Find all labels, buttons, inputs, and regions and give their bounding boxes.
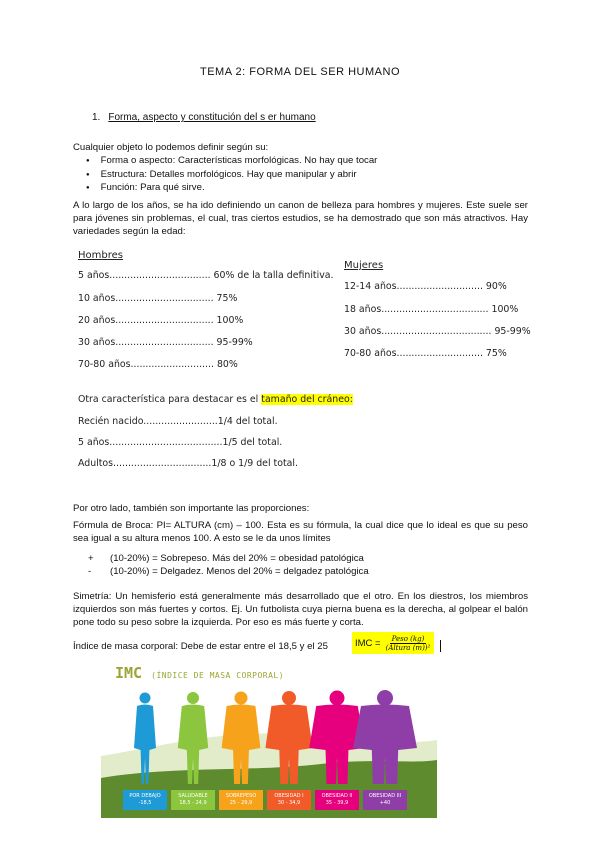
imc-infographic [101, 660, 437, 818]
imc-badge-range: 18,5 - 24,9 [179, 800, 207, 806]
figure-head [282, 691, 296, 705]
imc-badge-label: OBESIDAD I [274, 793, 304, 799]
simetria-paragraph: Simetría: Un hemisferio está generalmente más desarrollado que el otro. En los diestros, los miembros izquierdos son más fuertes y cortos. Ej. Un futbolista cuya pierna buena es la derecha, al golpear el balón pone todo su peso sobre la izquierda. Por eso es más fuerte y corta. [73, 591, 528, 628]
imc-badge [219, 790, 263, 810]
bullet-item: ● Estructura: Detalles morfológicos. Hay que manipular y abrir [86, 169, 377, 183]
hombres-row: 10 años................................. 75% [78, 293, 238, 304]
hombres-row: 5 años.................................. 60% de la talla definitiva. [78, 270, 334, 281]
imc-badge-range: 35 - 39,9 [325, 800, 349, 806]
imc-badge-range: 25 - 29,9 [229, 800, 253, 806]
intro-text: Cualquier objeto lo podemos definir según su: [73, 142, 269, 153]
imc-badge-range: +40 [379, 800, 391, 806]
mujeres-header: Mujeres [344, 260, 384, 271]
section-label: Forma, aspecto y constitución del s er humano [108, 112, 316, 123]
craneo-row: Recién nacido.........................1/4 del total. [78, 416, 278, 427]
craneo-row: 5 años......................................1/5 del total. [78, 437, 283, 448]
text-cursor [440, 640, 441, 652]
imc-formula [352, 632, 434, 654]
bullet-item: ● Forma o aspecto: Características morfológicas. No hay que tocar [86, 155, 377, 169]
mujeres-row: 30 años..................................... 95-99% [344, 326, 531, 337]
imc-badge [123, 790, 167, 810]
figure-body [178, 705, 208, 785]
craneo-intro: Otra característica para destacar es el tamaño del cráneo: [78, 394, 353, 405]
limits-list [88, 552, 369, 578]
figure-body [353, 705, 417, 785]
imc-badge-label: SOBREPESO [225, 793, 257, 799]
hombres-row: 20 años................................. 100% [78, 315, 244, 326]
body-figure [222, 692, 261, 785]
mujeres-row: 12-14 años............................. 90% [344, 281, 507, 292]
proporciones-text: Por otro lado, también son importante las proporciones: [73, 503, 310, 514]
imc-badge-label: SALUDABLE [178, 793, 208, 799]
broca-paragraph: Fórmula de Broca: PI= ALTURA (cm) – 100. Esta es su fórmula, la cual dice que lo ideal es que su peso sea igual a su altura menos 100. A esto se le da unos límites [73, 520, 528, 544]
figure-head [235, 692, 248, 705]
imc-text: Índice de masa corporal: Debe de estar entre el 18,5 y el 25 [73, 641, 328, 652]
imc-badge-label: POR DEBAJO [129, 793, 161, 799]
limit-item: + (10-20%) = Sobrepeso. Más del 20% = obesidad patológica [88, 553, 364, 564]
formula-label: IMC = [355, 637, 381, 649]
imc-badge-range: -18,5 [138, 800, 152, 806]
figure-body [265, 705, 312, 785]
imc-badge-label: OBESIDAD II [321, 793, 353, 799]
figure-head [140, 693, 151, 704]
hombres-row: 70-80 años............................ 80% [78, 359, 238, 370]
imc-badge [315, 790, 359, 810]
figure-head [330, 691, 345, 706]
body-figure [265, 691, 312, 784]
craneo-row: Adultos.................................1/8 o 1/9 del total. [78, 458, 298, 469]
section-number: 1. [92, 112, 101, 123]
imc-badge-range: 30 - 34,9 [277, 800, 301, 806]
canon-paragraph: A lo largo de los años, se ha ido definiendo un canon de belleza para hombres y mujeres. Este suele ser para jóvenes sin problemas, el cual, tras ciertos estudios, se ha demostrado que son más atractivos. Hay variedades según la edad: [73, 200, 528, 237]
figure-body [134, 705, 156, 785]
figure-head [187, 692, 199, 704]
figure-head [377, 690, 393, 706]
craneo-highlight: tamaño del cráneo: [261, 394, 353, 405]
mujeres-row: 18 años.................................... 100% [344, 304, 519, 315]
formula-numerator: Peso (kg) [391, 634, 425, 643]
imc-chart-title: IMC (ÍNDICE DE MASA CORPORAL) [115, 664, 285, 682]
hombres-row: 30 años................................. 95-99% [78, 337, 253, 348]
page-title: TEMA 2: FORMA DEL SER HUMANO [199, 66, 400, 78]
imc-badge [363, 790, 407, 810]
imc-badge-label: OBESIDAD III [368, 793, 402, 799]
formula-denominator: (Altura (m))² [385, 643, 431, 652]
body-figure [134, 693, 156, 785]
formula-fraction [384, 635, 433, 652]
bullet-item: ● Función: Para qué sirve. [86, 182, 377, 196]
figure-body [222, 705, 261, 785]
body-figure [178, 692, 208, 784]
imc-badge [171, 790, 215, 810]
limit-item: - (10-20%) = Delgadez. Menos del 20% = delgadez patológica [88, 566, 369, 577]
definition-list [86, 155, 377, 196]
body-figure [353, 690, 417, 784]
hombres-header: Hombres [78, 250, 123, 261]
mujeres-row: 70-80 años............................. 75% [344, 348, 507, 359]
section-heading [92, 112, 316, 123]
imc-badge [267, 790, 311, 810]
